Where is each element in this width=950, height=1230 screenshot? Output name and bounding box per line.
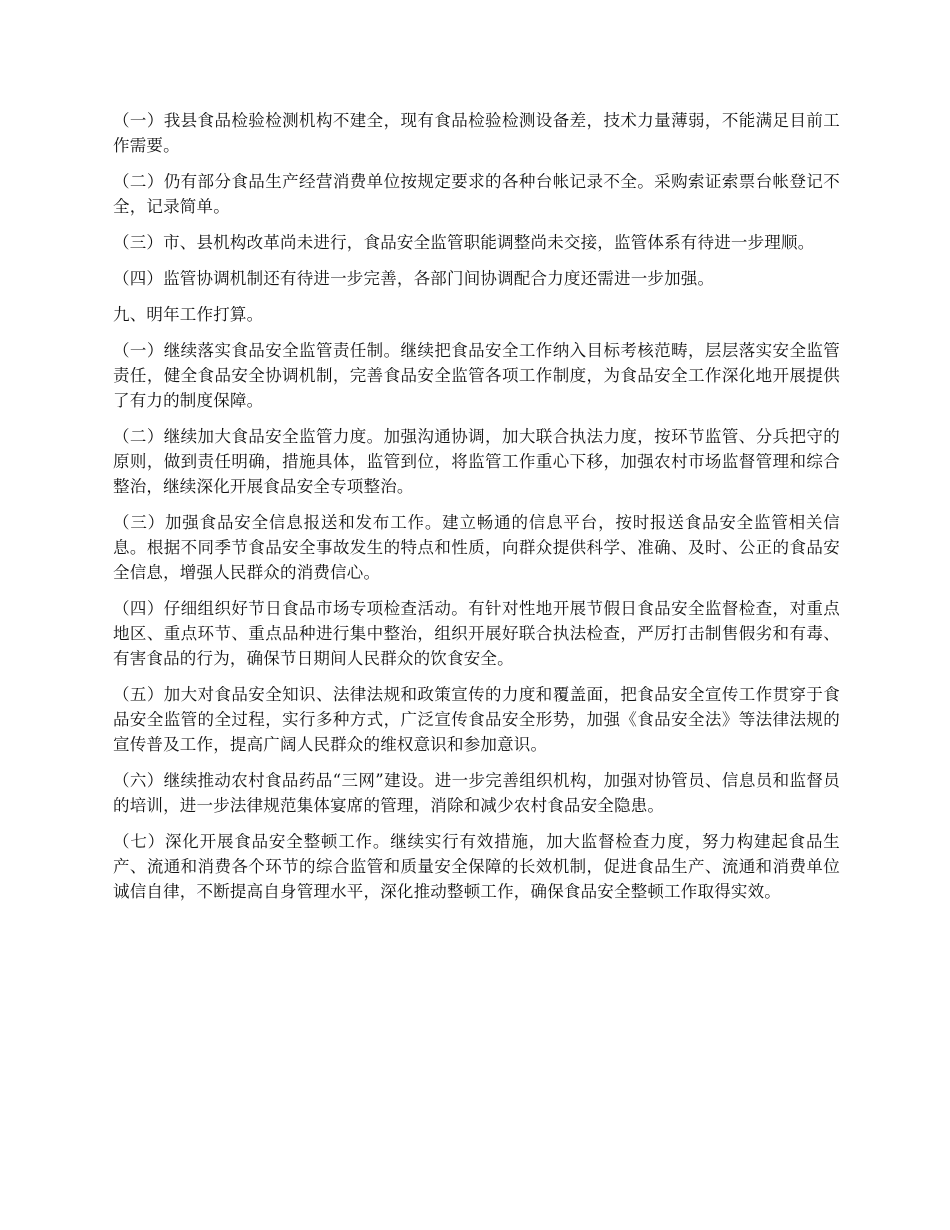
paragraph-issue-2: （二）仍有部分食品生产经营消费单位按规定要求的各种台帐记录不全。采购索证索票台帐登记不全，记录简单。 xyxy=(113,172,840,216)
paragraph-plan-7: （七）深化开展食品安全整顿工作。继续实行有效措施，加大监督检查力度，努力构建起食品生产、流通和消费各个环节的综合监管和质量安全保障的长效机制，促进食品生产、流通和消费单位诚信自律，不断提高自身管理水平，深化推动整顿工作，确保食品安全整顿工作取得实效。 xyxy=(113,832,840,901)
paragraph-plan-3: （三）加强食品安全信息报送和发布工作。建立畅通的信息平台，按时报送食品安全监管相关信息。根据不同季节食品安全事故发生的特点和性质，向群众提供科学、准确、及时、公正的食品安全信息，增强人民群众的消费信心。 xyxy=(113,513,840,582)
paragraph-plan-1: （一）继续落实食品安全监管责任制。继续把食品安全工作纳入目标考核范畴，层层落实安全监管责任，健全食品安全协调机制，完善食品安全监管各项工作制度，为食品安全工作深化地开展提供了有力的制度保障。 xyxy=(113,341,840,410)
paragraph-issue-4: （四）监管协调机制还有待进一步完善，各部门间协调配合力度还需进一步加强。 xyxy=(113,269,715,288)
paragraph-issue-3: （三）市、县机构改革尚未进行，食品安全监管职能调整尚未交接，监管体系有待进一步理顺。 xyxy=(113,233,815,252)
paragraph-plan-4: （四）仔细组织好节日食品市场专项检查活动。有针对性地开展节假日食品安全监督检查，对重点地区、重点环节、重点品种进行集中整治，组织开展好联合执法检查，严厉打击制售假劣和有毒、有害食品的行为，确保节日期间人民群众的饮食安全。 xyxy=(113,599,840,668)
paragraph-issue-1: （一）我县食品检验检测机构不建全，现有食品检验检测设备差，技术力量薄弱，不能满足目前工作需要。 xyxy=(113,111,840,155)
paragraph-plan-2: （二）继续加大食品安全监管力度。加强沟通协调，加大联合执法力度，按环节监管、分兵把守的原则，做到责任明确，措施具体，监管到位，将监管工作重心下移，加强农村市场监督管理和综合整治，继续深化开展食品安全专项整治。 xyxy=(113,427,840,496)
paragraph-plan-5: （五）加大对食品安全知识、法律法规和政策宣传的力度和覆盖面，把食品安全宣传工作贯穿于食品安全监管的全过程，实行多种方式，广泛宣传食品安全形势，加强《食品安全法》等法律法规的宣传普及工作，提高广阔人民群众的维权意识和参加意识。 xyxy=(113,685,840,754)
paragraph-plan-6: （六）继续推动农村食品药品“三网”建设。进一步完善组织机构，加强对协管员、信息员和监督员的培训，进一步法律规范集体宴席的管理，消除和减少农村食品安全隐患。 xyxy=(113,771,840,815)
section-heading-next-year-plan: 九、明年工作打算。 xyxy=(113,305,264,324)
